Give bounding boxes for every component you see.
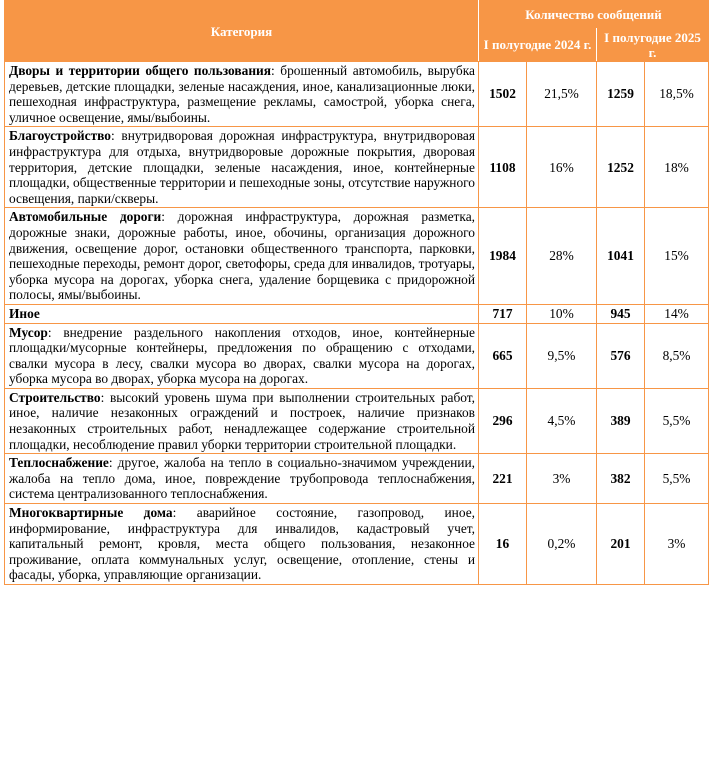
category-header: Категория <box>5 1 479 62</box>
share-2024-cell: 4,5% <box>527 388 597 453</box>
category-cell <box>5 208 479 305</box>
table-row <box>5 208 709 305</box>
count-2025-cell: 576 <box>597 323 645 388</box>
table-row <box>5 504 709 585</box>
count-2025-cell: 1259 <box>597 62 645 127</box>
table-row <box>5 388 709 453</box>
share-2024-cell: 10% <box>527 304 597 323</box>
count-2024-cell: 296 <box>479 388 527 453</box>
table-body <box>5 62 709 585</box>
category-details: : брошенный автомобиль, вырубка деревьев, детские площадки, зеленые насаждения, иное, канализационные люки, пешеходная инфраструктура, размещение рекламы, самострой, уборка снега, уличное освещение, ямы/выбоины. <box>9 63 475 125</box>
share-2024-cell: 16% <box>527 127 597 208</box>
messages-table <box>4 0 709 585</box>
count-2024-cell: 665 <box>479 323 527 388</box>
period-2025-header: I полугодие 2025 г. <box>597 28 709 62</box>
share-2025-cell: 3% <box>645 504 709 585</box>
share-2024-cell: 3% <box>527 454 597 504</box>
category-details: : аварийное состояние, газопровод, иное, информирование, инфраструктура для инвалидов, кадастровый учет, капитальный ремонт, кровля, места общего пользования, незаконное проживание, оплата коммунальных услуг, освещение, отопление, стены и фасады, уборка, управляющие организации. <box>9 505 476 583</box>
category-details: : дорожная инфраструктура, дорожная разметка, дорожные знаки, дорожные работы, иное, обочины, организация дорожного движения, освещение дорог, остановки общественного транспорта, парковки, пешеходные переходы, ремонт дорог, светофоры, среда для инвалидов, тротуары, уборка мусора на дорогах, уборка снега, удаление борщевика с придорожной полосы, ямы/выбоины. <box>9 209 475 303</box>
share-2025-cell: 14% <box>645 304 709 323</box>
count-2024-cell: 16 <box>479 504 527 585</box>
count-2024-cell: 1502 <box>479 62 527 127</box>
count-2025-cell: 201 <box>597 504 645 585</box>
category-cell <box>5 62 479 127</box>
share-2024-cell: 0,2% <box>527 504 597 585</box>
share-2024-cell: 9,5% <box>527 323 597 388</box>
category-title: Строительство <box>9 389 101 405</box>
table-row <box>5 62 709 127</box>
category-title: Теплоснабжение <box>9 455 109 471</box>
category-cell <box>5 304 479 323</box>
messages-count-header: Количество сообщений <box>479 1 709 28</box>
count-2025-cell: 1041 <box>597 208 645 305</box>
count-2025-cell: 945 <box>597 304 645 323</box>
category-cell <box>5 127 479 208</box>
share-2025-cell: 18% <box>645 127 709 208</box>
share-2024-cell: 28% <box>527 208 597 305</box>
category-title: Автомобильные дороги <box>9 209 162 225</box>
count-2025-cell: 389 <box>597 388 645 453</box>
table-row <box>5 304 709 323</box>
count-2024-cell: 221 <box>479 454 527 504</box>
category-cell <box>5 323 479 388</box>
share-2025-cell: 5,5% <box>645 454 709 504</box>
category-cell <box>5 504 479 585</box>
count-2024-cell: 717 <box>479 304 527 323</box>
category-details: : другое, жалоба на тепло в социально-значимом учреждении, жалоба на тепло дома, иное, повреждение трубопровода теплоснабжения, система централизованного теплоснабжения. <box>9 455 475 502</box>
category-details: : внутридворовая дорожная инфраструктура, внутридворовая инфраструктура для отдыха, внутридворовые дорожные покрытия, дворовая территория, детские площадки, зеленые насаждения, иное, контейнерные площадки, общественные территории и пешеходные зоны, отсутствие наружного освещения, парки/скверы. <box>9 128 475 206</box>
table-row <box>5 454 709 504</box>
share-2024-cell: 21,5% <box>527 62 597 127</box>
share-2025-cell: 18,5% <box>645 62 709 127</box>
category-title: Дворы и территории общего пользования <box>9 63 272 78</box>
category-cell <box>5 454 479 504</box>
count-2024-cell: 1108 <box>479 127 527 208</box>
count-2025-cell: 1252 <box>597 127 645 208</box>
share-2025-cell: 5,5% <box>645 388 709 453</box>
share-2025-cell: 15% <box>645 208 709 305</box>
count-2025-cell: 382 <box>597 454 645 504</box>
category-title: Благоустройство <box>9 128 111 144</box>
period-2024-header: I полугодие 2024 г. <box>479 28 597 62</box>
share-2025-cell: 8,5% <box>645 323 709 388</box>
table-row <box>5 127 709 208</box>
category-details: : высокий уровень шума при выполнении строительных работ, иное, наличие незаконных ограждений и построек, наличие признаков незаконных строительных работ, ненадлежащее содержание строительной площадки, несоблюдение правил уборки территории строительной площадки. <box>9 389 475 452</box>
category-details: : внедрение раздельного накопления отходов, иное, контейнерные площадки/мусорные контейнеры, предложения по обращению с отходами, свалки мусора в лесу, свалки мусора во дворах, свалки мусора на дорогах, уборка мусора во дворах, уборка мусора на дорогах. <box>9 324 475 387</box>
category-cell <box>5 388 479 453</box>
count-2024-cell: 1984 <box>479 208 527 305</box>
table-header <box>5 1 709 62</box>
category-title: Мусор <box>9 324 48 340</box>
category-title: Иное <box>9 305 40 321</box>
category-title: Многоквартирные дома <box>9 505 173 521</box>
table-row <box>5 323 709 388</box>
